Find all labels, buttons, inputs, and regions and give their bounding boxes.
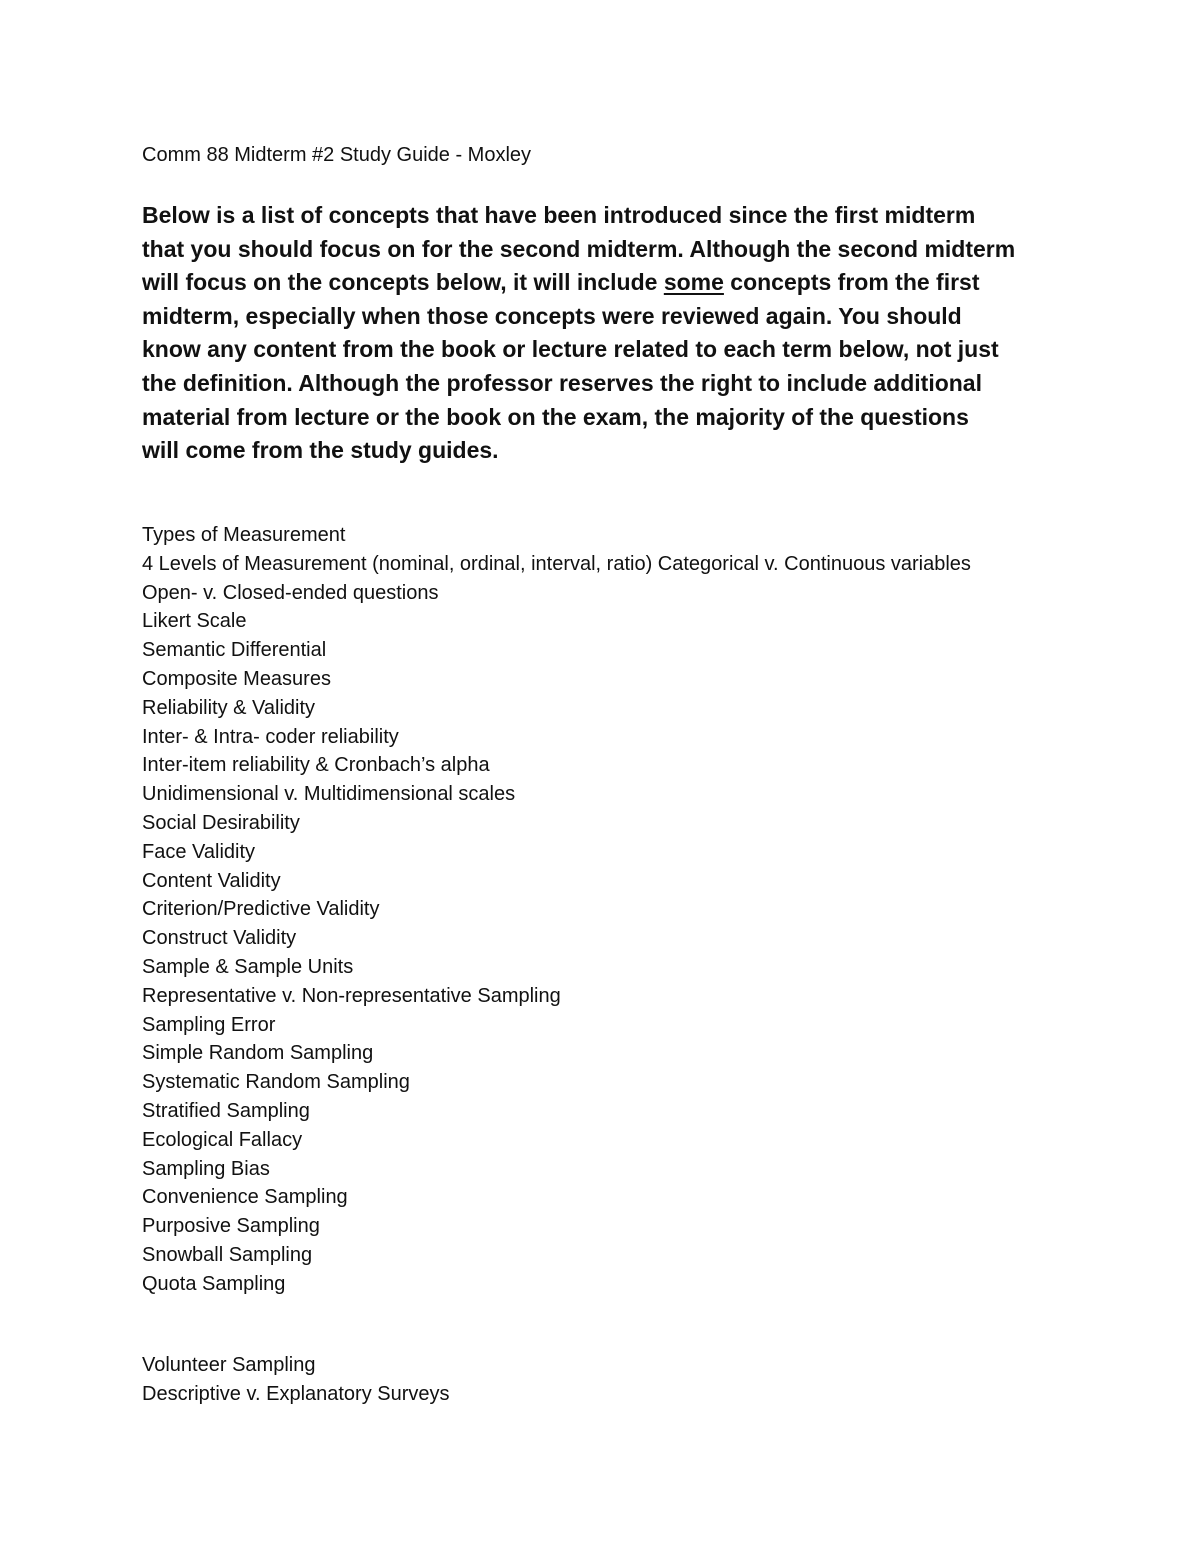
intro-text: midterm, especially when those concepts were reviewed again. You should [142,302,962,329]
concept-item: Simple Random Sampling [142,1042,374,1065]
concept-item: Convenience Sampling [142,1186,348,1209]
concept-item: Types of Measurement [142,524,346,546]
intro-text: know any content from the book or lecture related to each term below, not just [142,336,999,363]
concept-item: Representative v. Non-representative Sampling [142,984,561,1007]
concept-item: Sample & Sample Units [142,955,354,978]
concept-item: Descriptive v. Explanatory Surveys [142,1382,450,1405]
concept-list [142,521,971,1299]
intro-line [142,401,1102,435]
concept-item: Composite Measures [142,667,331,690]
concept-item: Stratified Sampling [142,1099,310,1122]
concept-item: Content Validity [142,869,281,892]
concept-item: Criterion/Predictive Validity [142,898,380,921]
concept-item: Inter-item reliability & Cronbach’s alpha [142,754,490,777]
intro-text: concepts from the first [723,269,980,296]
intro-line [142,333,1102,367]
intro-line [142,233,1102,267]
intro-text: material from lecture or the book on the exam, the majority of the questions [142,403,969,430]
concept-item: Construct Validity [142,927,297,950]
intro-text: Below is a list of concepts that have been introduced since the first midterm [142,202,976,228]
concept-item: Sampling Bias [142,1157,270,1180]
concept-item: Reliability & Validity [142,696,316,719]
concept-item: Open- v. Closed-ended questions [142,581,439,604]
concept-item: Unidimensional v. Multidimensional scales [142,783,516,806]
document-title: Comm 88 Midterm #2 Study Guide - Moxley [142,144,532,166]
concept-item: Volunteer Sampling [142,1354,316,1376]
intro-line [142,199,1102,233]
concept-item: Face Validity [142,840,256,863]
concept-item: 4 Levels of Measurement (nominal, ordinal, interval, ratio) Categorical v. Continuous variables [142,552,971,575]
concept-item: Ecological Fallacy [142,1128,303,1151]
concept-item: Inter- & Intra- coder reliability [142,725,399,748]
concept-item: Snowball Sampling [142,1243,313,1266]
intro-text: will come from the study guides. [142,437,499,464]
concept-item: Sampling Error [142,1013,276,1036]
concept-item: Quota Sampling [142,1272,286,1295]
intro-line [142,367,1102,401]
concept-item: Semantic Differential [142,639,327,662]
concept-item: Social Desirability [142,811,300,834]
intro-line [142,300,1102,334]
intro-line [142,434,1102,468]
intro-line [142,266,1102,300]
concept-item: Purposive Sampling [142,1215,320,1238]
intro-paragraph [142,199,1102,468]
concept-item: Likert Scale [142,610,247,633]
intro-text: the definition. Although the professor reserves the right to include additional [142,369,982,396]
intro-text: will focus on the concepts below, it will include [142,269,664,296]
intro-text: that you should focus on for the second midterm. Although the second midterm [142,235,1016,262]
concept-list-continued [142,1351,450,1409]
concept-item: Systematic Random Sampling [142,1071,410,1094]
underlined-emphasis: some [663,269,724,296]
